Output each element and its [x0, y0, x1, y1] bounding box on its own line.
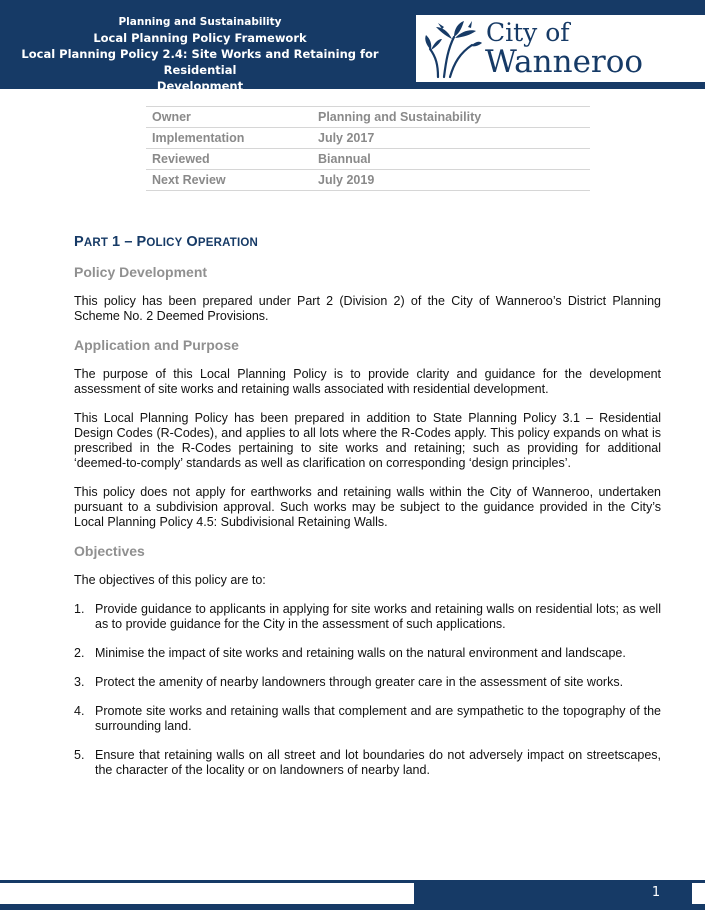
footer-stripe-right	[692, 883, 705, 904]
document-header-title	[0, 14, 400, 94]
list-item: 3. Protect the amenity of nearby landowners through greater care in the assessment of site works.	[74, 675, 624, 689]
table-row	[146, 149, 590, 170]
table-label: Reviewed	[146, 149, 312, 170]
paragraph: This policy has been prepared under Part 2 (Division 2) of the City of Wanneroo’s District Planning Scheme No. 2 Deemed Provisions.	[74, 294, 661, 323]
table-row	[146, 107, 590, 128]
kangaroo-paw-flower-icon	[424, 19, 482, 79]
paragraph: This policy does not apply for earthworks and retaining walls within the City of Wanneroo, undertaken pursuant to a subdivision approval. Such works may be subject to the guidance provided in the City’s Local Planning Policy 4.5: Subdivisional Retaining Walls.	[74, 485, 661, 529]
logo-city-text: City of	[486, 18, 570, 47]
list-item: 5. Ensure that retaining walls on all street and lot boundaries do not adversely impact on streetscapes, the character of the locality or on landowners of nearby land.	[74, 748, 661, 777]
table-label: Implementation	[146, 128, 312, 149]
policy-info-table	[146, 106, 590, 191]
document-body	[74, 234, 661, 792]
list-item: 2. Minimise the impact of site works and retaining walls on the natural environment and landscape.	[74, 646, 626, 660]
logo-wanneroo-text: Wanneroo	[485, 44, 644, 80]
table-row	[146, 128, 590, 149]
table-value: July 2017	[312, 128, 590, 149]
table-row	[146, 170, 590, 191]
table-value: Planning and Sustainability	[312, 107, 590, 128]
section-heading-objectives: Objectives	[74, 543, 145, 559]
objectives-list	[74, 602, 661, 778]
table-label: Next Review	[146, 170, 312, 191]
page-number: 1	[651, 885, 661, 900]
section-heading-application: Application and Purpose	[74, 337, 239, 353]
header-policy-title-cont: Development	[156, 79, 244, 93]
paragraph: The objectives of this policy are to:	[74, 573, 266, 587]
header-framework: Local Planning Policy Framework	[93, 31, 307, 45]
table-value: Biannual	[312, 149, 590, 170]
section-heading-policy-development: Policy Development	[74, 264, 208, 280]
list-item: 4. Promote site works and retaining walls that complement and are sympathetic to the topography of the surrounding land.	[74, 704, 661, 733]
table-label: Owner	[146, 107, 312, 128]
paragraph: This Local Planning Policy has been prepared in addition to State Planning Policy 3.1 – Residential Design Codes (R-Codes), and applies to all lots where the R-Codes apply. This policy expands on what is prescribed in the R-Codes pertaining to site works and retaining; such as providing for additional ‘deemed-to-comply’ standards as well as clarification on corresponding ‘design principles’.	[74, 411, 661, 470]
header-policy-title: Local Planning Policy 2.4: Site Works and Retaining for Residential	[21, 47, 379, 77]
city-logo	[416, 15, 705, 82]
list-item: 1. Provide guidance to applicants in applying for site works and retaining walls on residential lots; as well as to provide guidance for the City in the assessment of such applications.	[74, 602, 661, 631]
header-department: Planning and Sustainability	[118, 16, 282, 28]
footer-stripe	[0, 883, 414, 904]
paragraph: The purpose of this Local Planning Policy is to provide clarity and guidance for the development assessment of site works and retaining walls associated with residential development.	[74, 367, 661, 396]
part-heading: PART 1 – POLICY OPERATION	[74, 234, 258, 250]
table-value: July 2019	[312, 170, 590, 191]
